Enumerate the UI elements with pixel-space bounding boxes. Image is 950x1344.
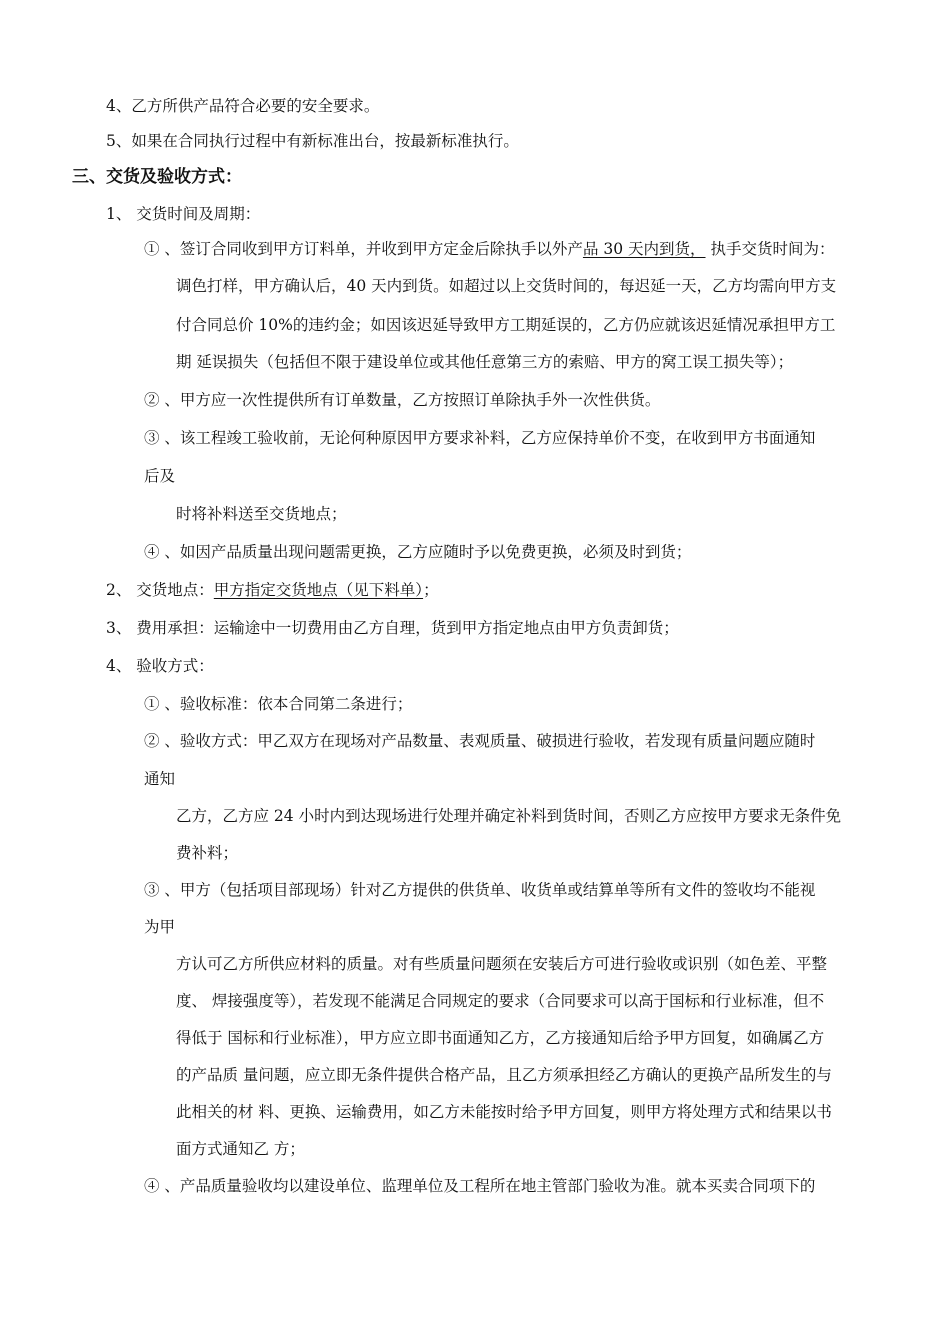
delivery-location: 2、 交货地点：甲方指定交货地点（见下料单）；	[106, 581, 439, 599]
acceptance-item-3-line-7: 此相关的材 料、更换、运输费用，如乙方未能按时给予甲方回复，则甲方将处理方式和结果以书	[176, 1103, 832, 1121]
acceptance-item-1: ① 、验收标准：依本合同第二条进行；	[144, 695, 413, 713]
delivery-time-item-3-line-3: 时将补料送至交货地点；	[176, 505, 347, 523]
delivery-time-item-3: ③ 、该工程竣工验收前，无论何种原因甲方要求补料，乙方应保持单价不变，在收到甲方书面通知	[144, 429, 816, 447]
delivery-time-item-2: ② 、甲方应一次性提供所有订单数量，乙方按照订单除执手外一次性供货。	[144, 391, 661, 409]
section-3-heading: 三、交货及验收方式：	[72, 167, 242, 187]
acceptance-item-3-line-2: 为甲	[144, 918, 176, 936]
acceptance-item-3-line-5: 得低于 国标和行业标准），甲方应立即书面通知乙方，乙方接通知后给予甲方回复，如确属乙方	[176, 1029, 825, 1047]
acceptance-item-2-line-2: 通知	[144, 770, 176, 788]
acceptance-item-3: ③ 、甲方（包括项目部现场）针对乙方提供的供货单、收货单或结算单等所有文件的签收均不能视	[144, 881, 816, 899]
acceptance-item-3-line-8: 面方式通知乙 方；	[176, 1140, 305, 1158]
clause-2-item-4: 4、乙方所供产品符合必要的安全要求。	[106, 97, 380, 115]
delivery-time-item-1-line-4: 期 延误损失（包括但不限于建设单位或其他任意第三方的索赔、甲方的窝工误工损失等）；	[176, 353, 794, 371]
clause-2-item-5: 5、如果在合同执行过程中有新标准出台，按最新标准执行。	[106, 132, 519, 150]
acceptance-item-2: ② 、验收方式：甲乙双方在现场对产品数量、表观质量、破损进行验收，若发现有质量问题应随时	[144, 732, 816, 750]
acceptance-item-3-line-4: 度、 焊接强度等），若发现不能满足合同规定的要求（合同要求可以高于国标和行业标准，但不	[176, 992, 825, 1010]
delivery-time-item-4: ④ 、如因产品质量出现问题需更换，乙方应随时予以免费更换，必须及时到货；	[144, 543, 692, 561]
delivery-time-label: 1、 交货时间及周期：	[106, 205, 261, 223]
acceptance-item-2-line-4: 费补料；	[176, 844, 239, 862]
cost-bearing: 3、 费用承担：运输途中一切费用由乙方自理，货到甲方指定地点由甲方负责卸货；	[106, 619, 679, 637]
delivery-location-underline: 甲方指定交货地点（见下料单）	[213, 581, 424, 599]
delivery-time-item-1: ① 、签订合同收到甲方订料单，并收到甲方定金后除执手以外产品 30 天内到货， 执手交货时间为：	[144, 240, 835, 258]
acceptance-item-3-line-3: 方认可乙方所供应材料的质量。对有些质量问题须在安装后方可进行验收或识别（如色差、平整	[176, 955, 828, 973]
delivery-time-item-3-line-2: 后及	[144, 467, 176, 485]
acceptance-item-4: ④ 、产品质量验收均以建设单位、监理单位及工程所在地主管部门验收为准。就本买卖合同项下的	[144, 1177, 816, 1195]
delivery-time-item-1-line-2: 调色打样，甲方确认后，40 天内到货。如超过以上交货时间的，每迟延一天，乙方均需向甲方支	[176, 277, 837, 295]
acceptance-method-label: 4、 验收方式：	[106, 657, 214, 675]
delivery-period-underline: 品 30 天内到货，	[582, 240, 706, 258]
acceptance-item-3-line-6: 的产品质 量问题，应立即无条件提供合格产品，且乙方须承担经乙方确认的更换产品所发生的与	[176, 1066, 832, 1084]
acceptance-item-2-line-3: 乙方，乙方应 24 小时内到达现场进行处理并确定补料到货时间，否则乙方应按甲方要求无条件免	[176, 807, 842, 825]
delivery-time-item-1-line-3: 付合同总价 10%的违约金；如因该迟延导致甲方工期延误的，乙方仍应就该迟延情况承担甲方工	[176, 316, 836, 334]
